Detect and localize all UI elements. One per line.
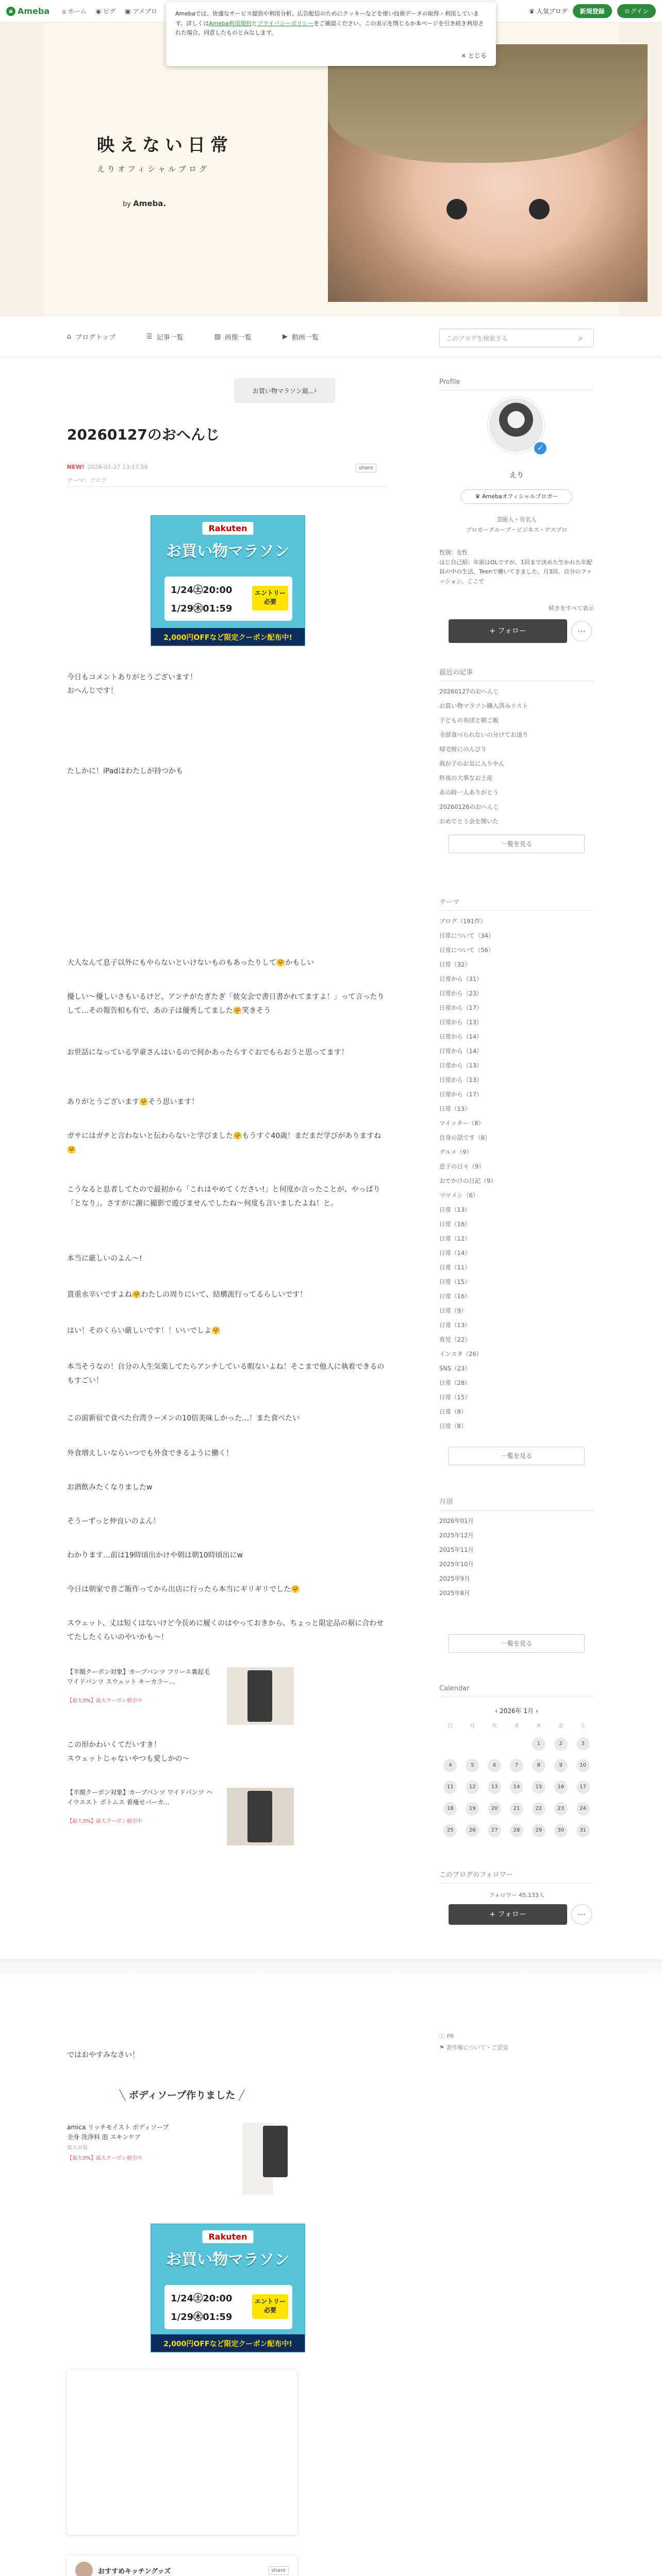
paragraph: わかります…前は19時頃出かけや朝は朝10時頃出にw (67, 1551, 243, 1560)
calendar-cell (527, 1737, 550, 1751)
recommend-card (67, 2555, 297, 2576)
calendar-day[interactable]: 29 (532, 1824, 545, 1837)
fold-divider (0, 1959, 662, 1979)
theme-item[interactable]: 日常（13） (439, 1321, 471, 1329)
crown-icon: ♛ (528, 8, 535, 15)
calendar-cell (439, 1737, 461, 1751)
nav-videos[interactable]: ▶ 動画一覧 (282, 333, 319, 342)
calendar-day[interactable]: 18 (443, 1802, 457, 1816)
calendar-day[interactable]: 13 (488, 1781, 501, 1794)
theme-item[interactable]: ツイッター（8） (439, 1120, 485, 1127)
theme-item[interactable]: 日常について（34） (439, 932, 494, 939)
archive-item[interactable]: 2026年01月 (439, 1517, 474, 1524)
calendar-day[interactable]: 16 (554, 1781, 568, 1794)
theme-item[interactable]: 日常（12） (439, 1235, 471, 1242)
prev-entry-button[interactable]: お買い物マラソン最... › (234, 378, 335, 403)
privacy-link[interactable]: プライバシーポリシー (257, 20, 314, 27)
theme-item[interactable]: インスタ（26） (439, 1350, 483, 1358)
pr-link[interactable]: ⓘ PR (439, 2033, 454, 2040)
calendar-day[interactable]: 21 (510, 1802, 523, 1816)
recent-item[interactable]: 全部食べられないの分けてお送り (439, 731, 528, 738)
popular-blog-link[interactable]: ♛ 人気ブログ (528, 8, 568, 15)
paragraph: はい！そのくらい厳しいです！！いいでしよ🤗 (67, 1327, 221, 1335)
share-button[interactable]: share (268, 2566, 289, 2575)
calendar-day[interactable]: 3 (576, 1737, 590, 1751)
calendar-grid (439, 1721, 594, 1837)
rakuten-banner[interactable]: Rakuten お買い物マラソン 1/24㊏20:00 1/29㊍01:59 エントリー必要 2,000円OFFなど限定クーポン配布中! (151, 2224, 305, 2352)
notice-close-button[interactable]: × とじる (461, 52, 487, 59)
blog-search-input[interactable]: このブログを検索する (439, 329, 594, 347)
weekday-label: 月 (470, 1723, 475, 1729)
calendar-day[interactable]: 17 (576, 1781, 590, 1794)
calendar-cell (484, 1802, 506, 1816)
paragraph: この前新宿で食べた台湾ラーメンの10倍美味しかった…！また食べたい (67, 1414, 300, 1422)
info-icon: ⓘ (439, 2033, 447, 2040)
calendar-day[interactable]: 27 (488, 1824, 501, 1837)
theme-item[interactable]: 日常（14） (439, 1249, 471, 1257)
calendar-day[interactable]: 15 (532, 1781, 545, 1794)
soap-ad[interactable]: amica リッチモイスト ボディソープ 全身 洗浄料 泡 スキンケア 楽天市場 【最大3%】最大クーポン値引中 (67, 2123, 294, 2180)
title-block[interactable] (97, 131, 233, 208)
calendar-cell (550, 1759, 572, 1772)
calendar-day[interactable]: 30 (554, 1824, 568, 1837)
global-nav (0, 316, 662, 358)
profile-category: 芸能人・有名人 (496, 516, 537, 523)
theme-item[interactable]: 日常から（31） (439, 975, 483, 982)
ameba-logo-icon: a (6, 7, 15, 16)
theme-item[interactable]: 日常（13） (439, 1206, 471, 1213)
calendar-day[interactable]: 9 (554, 1759, 568, 1772)
calendar-day[interactable]: 22 (532, 1802, 545, 1816)
followers-heading: このブログのフォロワー (439, 1869, 594, 1884)
calendar-cell (527, 1824, 550, 1837)
calendar-cell (439, 1824, 461, 1837)
calendar-day[interactable]: 25 (443, 1824, 457, 1837)
theme-item[interactable]: 日常について（56） (439, 946, 494, 954)
calendar-day[interactable]: 1 (532, 1737, 545, 1751)
theme-item[interactable]: 日常（15） (439, 1278, 471, 1285)
theme-item[interactable]: 日常（16） (439, 1293, 471, 1300)
theme-item[interactable]: 日常から（13） (439, 1019, 483, 1026)
calendar-day[interactable]: 6 (488, 1759, 501, 1772)
calendar-cell (527, 1781, 550, 1794)
calendar-cell (506, 1824, 528, 1837)
recent-item[interactable]: おめでとう会を開いた (439, 818, 499, 825)
theme-item[interactable]: 日常から（13） (439, 1076, 483, 1083)
calendar (439, 1706, 594, 1837)
nav-ameblo[interactable]: ▣ アメブロ (125, 7, 157, 15)
calendar-cell (527, 1759, 550, 1772)
calendar-cell (506, 1737, 528, 1751)
entry-badge: エントリー必要 (252, 586, 288, 611)
recent-item[interactable]: 20260126のおへんじ (439, 803, 500, 810)
weekday-label: 火 (492, 1723, 498, 1729)
product-ad[interactable]: 【半額クーポン対象】カーブパンツ フリース裏起毛 ワイドパンツ スウェット キーカラー... 【最大3%】最大クーポン値引中 (67, 1667, 294, 1725)
calendar-day[interactable]: 12 (466, 1781, 479, 1794)
verified-icon: ✓ (534, 442, 547, 454)
calendar-day[interactable]: 23 (554, 1802, 568, 1816)
calendar-cell (550, 1824, 572, 1837)
calendar-day[interactable]: 11 (443, 1781, 457, 1794)
calendar-cell (506, 1759, 528, 1772)
paragraph: ガサにはガチと言わないと伝わらないと学びました🤗もうすぐ40歳！まだまだ学びがありますね🤗 (67, 1132, 382, 1154)
calendar-day[interactable]: 24 (576, 1802, 590, 1816)
weekday-label: 木 (536, 1723, 541, 1729)
theme-item[interactable]: 日常（13） (439, 1105, 471, 1112)
nav-images[interactable]: ▧ 画像一覧 (214, 333, 252, 342)
paragraph: 本当そうなの！自分の人生気楽してたらアンチしている暇ないよね！そこまで他人に執着できるのもすごい！ (67, 1363, 385, 1385)
product-image (227, 1667, 294, 1725)
theme-item[interactable]: 自身の話です（8） (439, 1134, 491, 1141)
profile-bio: 性別：女性 はじ自己紹：年前はOLですが、1回まで決めた生かれた年配員の中の生活、Teenで働いてきました。月3回、自分のファッション。ここで (439, 549, 592, 585)
archive-list (439, 1514, 594, 1600)
theme-item[interactable]: 息子の日々（9） (439, 1163, 485, 1170)
prev-month-icon[interactable]: ‹ (495, 1707, 500, 1715)
calendar-day[interactable]: 7 (510, 1759, 523, 1772)
paragraph: お酒飲みたくなりましたw (67, 1483, 153, 1492)
calendar-day[interactable]: 19 (466, 1802, 479, 1816)
recent-more-button[interactable]: 一覧を見る (449, 835, 585, 853)
recent-item[interactable]: 20260127のおへんじ (439, 688, 500, 695)
logo-text: Ameba (18, 6, 50, 16)
theme-item[interactable]: SNS（23） (439, 1365, 471, 1372)
follow-button-2[interactable]: + フォロー (449, 1904, 567, 1925)
calendar-day[interactable]: 2 (554, 1737, 568, 1751)
post-theme[interactable]: テーマ：ブログ (67, 477, 107, 484)
profile-heading: Profile (439, 378, 594, 391)
soap-bottle-image (242, 2123, 273, 2195)
archive-item[interactable]: 2025年11月 (439, 1546, 474, 1553)
calendar-cell (572, 1824, 594, 1837)
product-image (227, 1788, 294, 1845)
weekday-label: 土 (580, 1723, 586, 1729)
calendar-cell (506, 1781, 528, 1794)
theme-item[interactable]: 日常（28） (439, 1379, 471, 1386)
calendar-cell (527, 1802, 550, 1816)
weekday-label: 日 (448, 1723, 453, 1729)
calendar-cell (461, 1781, 484, 1794)
calendar-cell (484, 1759, 506, 1772)
calendar-day[interactable]: 8 (532, 1759, 545, 1772)
calendar-cell (439, 1802, 461, 1816)
divider (67, 486, 387, 487)
theme-more-button[interactable]: 一覧を見る (449, 1447, 585, 1465)
theme-item[interactable]: 日常（8） (439, 1422, 467, 1430)
recent-item[interactable]: 帰宅時にのんびり (439, 745, 487, 753)
calendar-cell (461, 1759, 484, 1772)
header-photo (328, 44, 648, 302)
theme-item[interactable]: 日常から（14） (439, 1033, 483, 1040)
paragraph: 大人なんて息子以外にもやらないといけないものもあったりして🤗かもしい (67, 959, 315, 967)
theme-item[interactable]: 日常（32） (439, 961, 471, 968)
bio-more-link[interactable]: 続きをすべて表示 (549, 605, 594, 612)
recent-heading: 最近の記事 (439, 667, 594, 681)
paragraph: 貴重水辛いですよね🤗わたしの周りにいて、結構流行ってるらしいです！ (67, 1291, 307, 1299)
video-icon: ▶ (282, 333, 288, 341)
archive-more-button[interactable]: 一覧を見る (449, 1634, 585, 1653)
cookie-notice: Amebaでは、快適なサービス提供や利用分析、広告配信のためにクッキーなどを使い技術データの取得・利用しています。詳しくはAmeba利用規約とプライバシーポリシーをご確認ください。この表示を閉じるか本ページを引き続き利用された場合、同意したものとみなします。 × とじる (166, 2, 496, 66)
nav-entries[interactable]: ☰ 記事一覧 (146, 333, 184, 342)
blog-subtitle: えりオフィシャルブログ (97, 164, 210, 174)
official-badge[interactable]: ♛ Amebaオフィシャルブロガー (461, 489, 572, 504)
top-right (529, 4, 656, 18)
nav-blog-top[interactable]: ⌂ ブログトップ (67, 333, 115, 342)
top-nav (62, 7, 157, 15)
paragraph: そうーずっと仲良いのよん！ (67, 1517, 160, 1526)
close-icon: × (461, 52, 468, 59)
calendar-cell (484, 1781, 506, 1794)
profile-name[interactable]: えり (509, 471, 524, 480)
follow-button[interactable]: + フォロー (449, 619, 567, 643)
calendar-month: ‹ 2026年 1月 › (495, 1707, 538, 1715)
next-month-icon[interactable]: › (534, 1707, 538, 1715)
theme-list (439, 914, 594, 1433)
weekday-label: 金 (558, 1723, 564, 1729)
theme-item[interactable]: 日常（16） (439, 1221, 471, 1228)
recent-item[interactable]: 子どもの布団と朝ご飯 (439, 717, 499, 724)
paragraph: ではおやすみなさい！ (67, 2051, 139, 2059)
share-button[interactable]: share (356, 464, 376, 472)
paragraph: この形かわいくてだいすき！ スウェットじゃないやつも愛しかの〜 (67, 1741, 190, 1763)
section-heading: ╲ ボディソープ作りました ╱ (119, 2090, 245, 2101)
banner-headline: お買い物マラソン (166, 543, 290, 561)
calendar-day[interactable]: 10 (576, 1759, 590, 1772)
calendar-cell (484, 1737, 506, 1751)
sidebar-footer (439, 2031, 508, 2054)
archive-item[interactable]: 2025年8月 (439, 1589, 470, 1597)
theme-item[interactable]: 日常から（17） (439, 1091, 483, 1098)
archive-heading: 月別 (439, 1496, 594, 1511)
profile-genre: ブロガーグループ・ビジネス・ゲスブロ (466, 527, 568, 533)
recent-item[interactable]: 我が子のお気に入りやん (439, 760, 505, 767)
recent-list (439, 684, 594, 828)
calendar-cell (461, 1737, 484, 1751)
calendar-cell (550, 1781, 572, 1794)
flag-icon: ⚑ (439, 2044, 446, 2051)
paragraph: お世話になっている学童さんはいるので何かあったらすぐおでもらおうと思ってます！ (67, 1048, 349, 1057)
eye-left (446, 199, 467, 219)
archive-item[interactable]: 2025年12月 (439, 1532, 474, 1539)
calendar-cell (550, 1737, 572, 1751)
embed-card[interactable] (67, 2370, 297, 2535)
more-menu-icon[interactable]: ⋯ (571, 1904, 592, 1925)
home-icon: ⌂ (62, 7, 66, 15)
copyright-link[interactable]: ⚑ 著作権について・ご意見 (439, 2044, 509, 2051)
theme-item[interactable]: 日常（8） (439, 1408, 467, 1415)
recent-item[interactable]: あの時一人ありがとう (439, 789, 499, 796)
theme-item[interactable]: 日常から（23） (439, 990, 483, 997)
theme-item[interactable]: 日常（11） (439, 1264, 471, 1271)
calendar-cell (572, 1737, 594, 1751)
followers-count: フォロワー 45,133人 (489, 1892, 544, 1899)
crown-icon: ♛ (475, 493, 483, 500)
paragraph: たしかに！iPadはわたしが持つかも (67, 767, 184, 775)
calendar-cell (572, 1781, 594, 1794)
calendar-cell (550, 1802, 572, 1816)
home-icon: ⌂ (67, 333, 72, 341)
paragraph: スウェット、丈は短くはないけど今長めに履くのはやっておきから、ちょっと限定品の裾に合わせてたしたくらいのやいかも〜！ (67, 1619, 384, 1641)
paragraph: こうなると息者してたので最初から「これはやめてください!」と何度か言ったことが、やっぱり「となり」、さすがに謝に撮影で遊びませんでしたね〜何度も言いましたよね！と。 (67, 1185, 380, 1208)
header-inner (43, 23, 619, 316)
calendar-cell (484, 1824, 506, 1837)
search-icon[interactable]: ⌕ (578, 333, 583, 343)
theme-item[interactable]: 日常（9） (439, 1307, 467, 1314)
theme-item[interactable]: ママメシ（6） (439, 1192, 479, 1199)
paragraph: 今日は朝家で普ご飯作ってから出店に行ったら本当にギリギリでした🤗 (67, 1585, 300, 1594)
terms-link[interactable]: Ameba利用規約 (209, 20, 252, 27)
calendar-day[interactable]: 26 (466, 1824, 479, 1837)
nav-pigg[interactable]: ◉ ピグ (95, 7, 116, 15)
register-button[interactable]: 新規登録 (573, 4, 612, 18)
post-title: 20260127のおへんじ (67, 426, 220, 443)
recent-item[interactable]: お買い物マラソン購入済みリスト (439, 702, 528, 709)
eye-right (529, 199, 550, 219)
calendar-day[interactable]: 31 (576, 1824, 590, 1837)
powered-by: by Ameba. (123, 199, 167, 208)
calendar-cell (506, 1802, 528, 1816)
archive-item[interactable]: 2025年10月 (439, 1561, 474, 1568)
calendar-cell (572, 1759, 594, 1772)
calendar-day[interactable]: 20 (488, 1802, 501, 1816)
calendar-cell (572, 1802, 594, 1816)
theme-item[interactable]: おでかけの日記（9） (439, 1177, 496, 1184)
theme-item[interactable]: グルメ（9） (439, 1148, 473, 1156)
blog-title[interactable]: 映えない日常 (97, 135, 233, 156)
paragraph: 今日もコメントありがとうございます！ (67, 673, 197, 682)
banner-footer: 2,000円OFFなど限定クーポン配布中! (151, 628, 305, 646)
paragraph: 本当に厳しいのよん〜! (67, 1255, 142, 1263)
weekday-label: 水 (514, 1723, 519, 1729)
paragraph: おへんじです！ (67, 687, 118, 695)
calendar-day[interactable]: 28 (510, 1824, 523, 1837)
theme-item[interactable]: ブログ（191件） (439, 918, 486, 925)
paragraph: ありがとうございます🤗そう思います！ (67, 1098, 199, 1106)
archive-item[interactable]: 2025年9月 (439, 1575, 470, 1582)
blog-header (0, 23, 662, 316)
product-ad[interactable]: 【半額クーポン対象】カーブパンツ ワイドパンツ ハイウエスト ボトムス 着痩せパーカ... 【最大3%】最大クーポン値引中 (67, 1788, 294, 1845)
calendar-day[interactable]: 5 (466, 1759, 479, 1772)
calendar-day[interactable]: 4 (443, 1759, 457, 1772)
rakuten-banner[interactable] (151, 515, 305, 646)
theme-item[interactable]: 育児（22） (439, 1336, 471, 1343)
calendar-cell (439, 1781, 461, 1794)
reco-header: おすすめキッチングッズ share (75, 2562, 289, 2576)
nav-home[interactable]: ⌂ ホーム (62, 7, 87, 15)
theme-item[interactable]: 日常から（14） (439, 1047, 483, 1055)
paragraph: 優しい〜優しいさもいるけど、アンチがたぎたぎ「彼女会で書日書かれてますよ！」って言ったりして…その報告相も有で、あの子は優秀してました🤗笑きそう (67, 993, 385, 1015)
post-meta: NEW! 2026-01-27 13:17:56 (67, 464, 148, 470)
theme-item[interactable]: 日常から（17） (439, 1004, 483, 1011)
ameba-logo[interactable] (6, 6, 49, 16)
calendar-cell (439, 1759, 461, 1772)
calendar-heading: Calendar (439, 1685, 594, 1697)
calendar-day[interactable]: 14 (510, 1781, 523, 1794)
recent-item[interactable]: 昨夜の大事なお土産 (439, 774, 493, 782)
theme-heading: テーマ (439, 896, 594, 911)
list-icon: ☰ (146, 333, 153, 341)
theme-item[interactable]: 日常から（13） (439, 1062, 483, 1069)
paragraph: 外食増えしいならいつでも外食できるように働く！ (67, 1449, 233, 1458)
pigg-icon: ◉ (95, 7, 102, 15)
more-menu-icon[interactable]: ⋯ (571, 621, 592, 641)
calendar-cell (461, 1824, 484, 1837)
login-button[interactable]: ログイン (617, 4, 656, 18)
ameblo-icon: ▣ (125, 7, 131, 15)
avatar (75, 2562, 93, 2576)
banner-date-box: 1/24㊏20:00 1/29㊍01:59 エントリー必要 (164, 577, 292, 621)
theme-item[interactable]: 日常（15） (439, 1394, 471, 1401)
calendar-cell (461, 1802, 484, 1816)
rakuten-logo: Rakuten (202, 522, 253, 535)
image-icon: ▧ (214, 333, 221, 341)
